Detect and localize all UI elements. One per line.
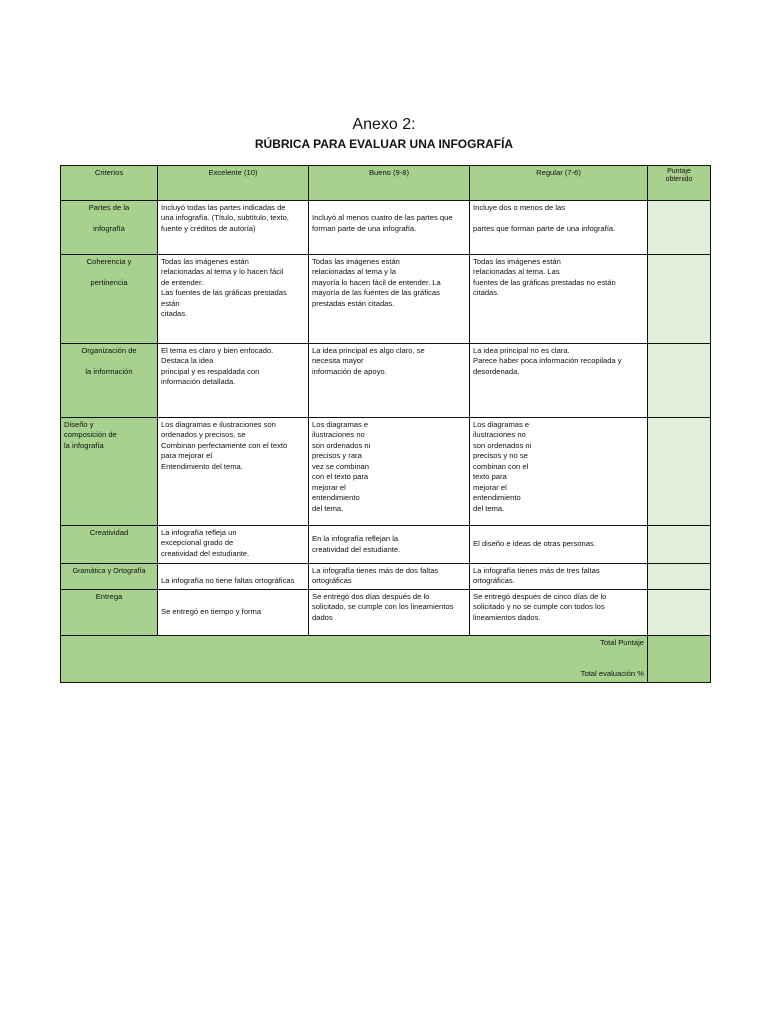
score-cell[interactable]: [648, 255, 711, 344]
document-title: Anexo 2:: [352, 116, 416, 133]
criterio-cell: Gramática y Ortografía: [61, 564, 158, 590]
criterio-cell: Coherencia y pertinencia: [61, 255, 158, 344]
total-score-cell[interactable]: [648, 635, 711, 682]
header-bueno: Bueno (9-8): [309, 166, 470, 201]
bueno-cell: Incluyó al menos cuatro de las partes que forman parte de una infografía.: [309, 201, 470, 255]
excelente-cell: Incluyó todas las partes indicadas de una infografía. (Título, subtítulo, texto, fuente y créditos de autoría): [158, 201, 309, 255]
bueno-cell: La idea principal es algo claro, se necesita mayor información de apoyo.: [309, 344, 470, 418]
header-excelente: Excelente (10): [158, 166, 309, 201]
score-cell[interactable]: [648, 589, 711, 635]
regular-cell: La infografía tienes más de tres faltas ortográficas.: [470, 564, 648, 590]
total-evaluacion-label: Total evaluación %: [580, 669, 644, 679]
score-cell[interactable]: [648, 344, 711, 418]
score-cell[interactable]: [648, 201, 711, 255]
header-regular: Regular (7-6): [470, 166, 648, 201]
score-cell[interactable]: [648, 526, 711, 564]
header-row: [61, 166, 711, 201]
regular-cell: Se entregó después de cinco días de lo solicitado y no se cumple con todos los lineamientos dados.: [470, 589, 648, 635]
regular-cell: Los diagramas e ilustraciones no son ordenados ni precisos y no se combinan con el texto para mejorar el entendimiento del tema.: [470, 418, 648, 526]
table-row: [61, 418, 711, 526]
score-cell[interactable]: [648, 564, 711, 590]
regular-cell: Todas las imágenes están relacionadas al tema. Las fuentes de las gráficas prestadas no están citadas.: [470, 255, 648, 344]
totals-row: [61, 635, 711, 682]
document-subtitle: RÚBRICA PARA EVALUAR UNA INFOGRAFÍA: [254, 137, 514, 151]
excelente-cell: La infografía refleja un excepcional grado de creatividad del estudiante.: [158, 526, 309, 564]
criterio-cell: Entrega: [61, 589, 158, 635]
bueno-cell: Todas las imágenes están relacionadas al tema y la mayoría lo hacen fácil de entender. La mayoría de las fuentes de las gráficas prestadas están citadas.: [309, 255, 470, 344]
criterio-cell: Creatividad: [61, 526, 158, 564]
total-puntaje-label: Total Puntaje: [600, 637, 644, 647]
bueno-cell: Los diagramas e ilustraciones no son ordenados ni precisos y rara vez se combinan con el texto para mejorar el entendimiento del tema.: [309, 418, 470, 526]
regular-cell: El diseño e ideas de otras personas.: [470, 526, 648, 564]
header-puntaje: Puntaje obtenido: [648, 166, 711, 201]
table-row: [61, 526, 711, 564]
table-row: [61, 344, 711, 418]
table-row: [61, 255, 711, 344]
header-criterios: Criterios: [61, 166, 158, 201]
score-cell[interactable]: [648, 418, 711, 526]
criterio-cell: Organización de la información: [61, 344, 158, 418]
table-row: [61, 589, 711, 635]
table-row: [61, 201, 711, 255]
regular-cell: La idea principal no es clara. Parece haber poca información recopilada y desordenada.: [470, 344, 648, 418]
bueno-cell: La infografía tienes más de dos faltas ortográficas: [309, 564, 470, 590]
regular-cell: Incluye dos o menos de las partes que forman parte de una infografía.: [470, 201, 648, 255]
excelente-cell: Todas las imágenes están relacionadas al tema y lo hacen fácil de entender. Las fuentes de las gráficas prestadas están citadas.: [158, 255, 309, 344]
criterio-cell: Partes de la infografía: [61, 201, 158, 255]
table-row: [61, 564, 711, 590]
excelente-cell: El tema es claro y bien enfocado. Destaca la idea principal y es respaldada con información detallada.: [158, 344, 309, 418]
excelente-cell: Los diagramas e ilustraciones son ordenados y precisos, se Combinan perfectamente con el texto para mejorar el Entendimiento del tema.: [158, 418, 309, 526]
rubric-table: [60, 165, 711, 683]
criterio-cell: Diseño y composición de la infografía: [61, 418, 158, 526]
totals-labels: [61, 635, 648, 682]
excelente-cell: La infografía no tiene faltas ortográficas: [158, 564, 309, 590]
bueno-cell: En la infografía reflejan la creatividad del estudiante.: [309, 526, 470, 564]
bueno-cell: Se entregó dos días después de lo solicitado, se cumple con los lineamientos dados: [309, 589, 470, 635]
excelente-cell: Se entregó en tiempo y forma: [158, 589, 309, 635]
